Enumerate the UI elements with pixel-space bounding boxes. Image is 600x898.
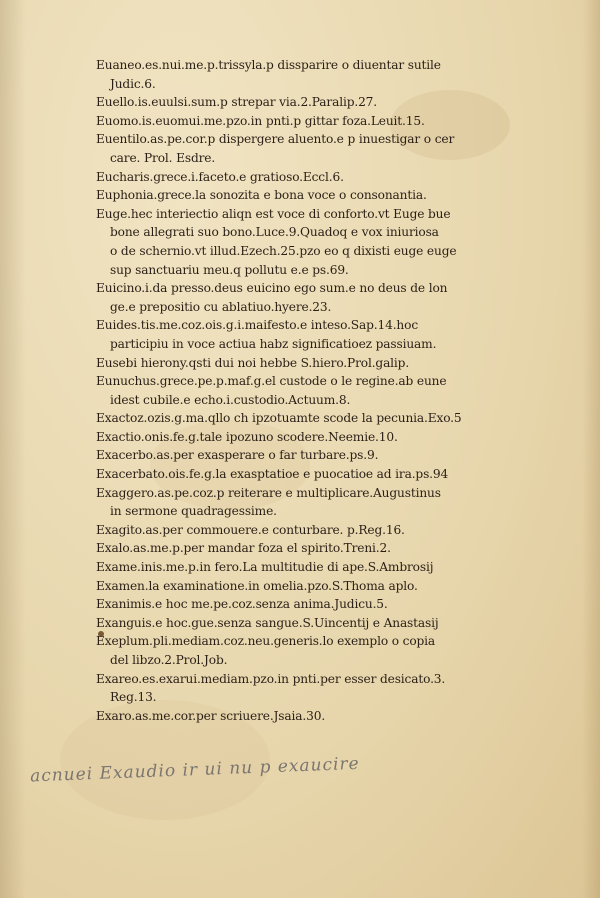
dictionary-entry <box>96 205 576 279</box>
entry-continuation: sup sanctuariu meu.q pollutu e.e ps.69. <box>110 262 349 277</box>
dictionary-entry <box>96 186 576 205</box>
entry-headline: Euides.tis.me.coz.ois.g.i.maifesto.e inteso.Sap.14.hoc <box>96 318 418 333</box>
entry-continuation: ge.e prepositio cu ablatiuo.hyere.23. <box>110 299 332 314</box>
dictionary-entry <box>96 354 576 373</box>
entry-continuation: care. Prol. Esdre. <box>110 150 216 165</box>
dictionary-entry <box>96 93 576 112</box>
dictionary-text-block <box>96 56 576 725</box>
entry-headline: Euomo.is.euomui.me.pzo.in pnti.p gittar foza.Leuit.15. <box>96 113 425 128</box>
entry-headline: Euge.hec interiectio aliqn est voce di conforto.vt Euge bue <box>96 206 451 221</box>
entry-headline: Euphonia.grece.la sonozita e bona voce o consonantia. <box>96 188 427 203</box>
entry-headline: Exactio.onis.fe.g.tale ipozuno scodere.Neemie.10. <box>96 429 398 444</box>
entry-headline: Euaneo.es.nui.me.p.trissyla.p dissparire o diuentar sutile <box>96 58 441 72</box>
dictionary-entry <box>96 112 576 131</box>
entry-headline: Exame.inis.me.p.in fero.La multitudie di ape.S.Ambrosij <box>96 560 434 575</box>
entry-headline: Exactoz.ozis.g.ma.qllo ch ipzotuamte scode la pecunia.Exo.5 <box>96 411 462 426</box>
entry-headline: Examen.la examinatione.in omelia.pzo.S.Thoma aplo. <box>96 578 418 593</box>
entry-continuation: Reg.13. <box>110 690 157 705</box>
entry-headline: Exanimis.e hoc me.pe.coz.senza anima.Judicu.5. <box>96 597 388 612</box>
dictionary-entry <box>96 577 576 596</box>
dictionary-entry <box>96 279 576 316</box>
entry-headline: Eunuchus.grece.pe.p.maf.g.el custode o le regine.ab eune <box>96 374 447 389</box>
entry-headline: Exagito.as.per commouere.e conturbare. p.Reg.16. <box>96 522 405 537</box>
entry-continuation: bone allegrati suo bono.Luce.9.Quadoq e vox iniuriosa <box>110 225 439 240</box>
dictionary-entry <box>96 707 576 726</box>
entry-headline: Exanguis.e hoc.gue.senza sangue.S.Uincentij e Anastasij <box>96 615 439 630</box>
dictionary-entry <box>96 130 576 167</box>
dictionary-entry <box>96 168 576 187</box>
dictionary-entry <box>96 595 576 614</box>
entry-headline: Euentilo.as.pe.cor.p dispergere aluento.e p inuestigar o cer <box>96 132 455 147</box>
entry-continuation: del libzo.2.Prol.Job. <box>110 653 228 667</box>
entry-headline: Exaggero.as.pe.coz.p reiterare e multiplicare.Augustinus <box>96 485 441 500</box>
entry-headline: Exareo.es.exarui.mediam.pzo.in pnti.per esser desicato.3. <box>96 671 446 686</box>
entry-headline: Euello.is.euulsi.sum.p strepar via.2.Paralip.27. <box>96 95 377 110</box>
gutter-shadow <box>0 0 26 898</box>
marginalia-text: acnuei Exaudio ir ui nu p exaucire <box>29 753 361 787</box>
dictionary-entry <box>96 484 576 521</box>
dictionary-entry <box>96 428 576 447</box>
dictionary-entry <box>96 670 576 707</box>
dictionary-entry <box>96 409 576 428</box>
entry-headline: Exacerbo.as.per exasperare o far turbare.ps.9. <box>96 448 379 463</box>
entry-headline: Eucharis.grece.i.faceto.e gratioso.Eccl.6. <box>96 169 344 184</box>
entry-headline: Euicino.i.da presso.deus euicino ego sum.e no deus de lon <box>96 281 448 296</box>
dictionary-entry <box>96 521 576 540</box>
entry-headline: Eusebi hierony.qsti dui noi hebbe S.hiero.Prol.galip. <box>96 355 410 370</box>
entry-continuation: participiu in voce actiua habz significatioez passiuam. <box>110 336 437 351</box>
entry-continuation: o de schernio.vt illud.Ezech.25.pzo eo q dixisti euge euge <box>110 243 457 258</box>
dictionary-entry <box>96 632 576 669</box>
entry-headline: Exalo.as.me.p.per mandar foza el spirito.Treni.2. <box>96 541 391 556</box>
dictionary-entry <box>96 558 576 577</box>
entry-continuation: idest cubile.e echo.i.custodio.Actuum.8. <box>110 392 351 407</box>
entry-headline: Exacerbato.ois.fe.g.la exasptatioe e puocatioe ad ira.ps.94 <box>96 467 449 482</box>
entry-continuation: Judic.6. <box>110 76 156 91</box>
entry-headline: Exeplum.pli.mediam.coz.neu.generis.lo exemplo o copia <box>96 634 436 649</box>
dictionary-entry <box>96 465 576 484</box>
entry-headline: Exaro.as.me.cor.per scriuere.Jsaia.30. <box>96 708 326 723</box>
dictionary-entry <box>96 539 576 558</box>
entry-continuation: in sermone quadragessime. <box>110 504 277 519</box>
dictionary-entry <box>96 446 576 465</box>
dictionary-entry <box>96 372 576 409</box>
dictionary-entry <box>96 316 576 353</box>
dictionary-entry <box>96 56 576 93</box>
dictionary-entry <box>96 614 576 633</box>
page-edge-shadow <box>582 0 600 898</box>
